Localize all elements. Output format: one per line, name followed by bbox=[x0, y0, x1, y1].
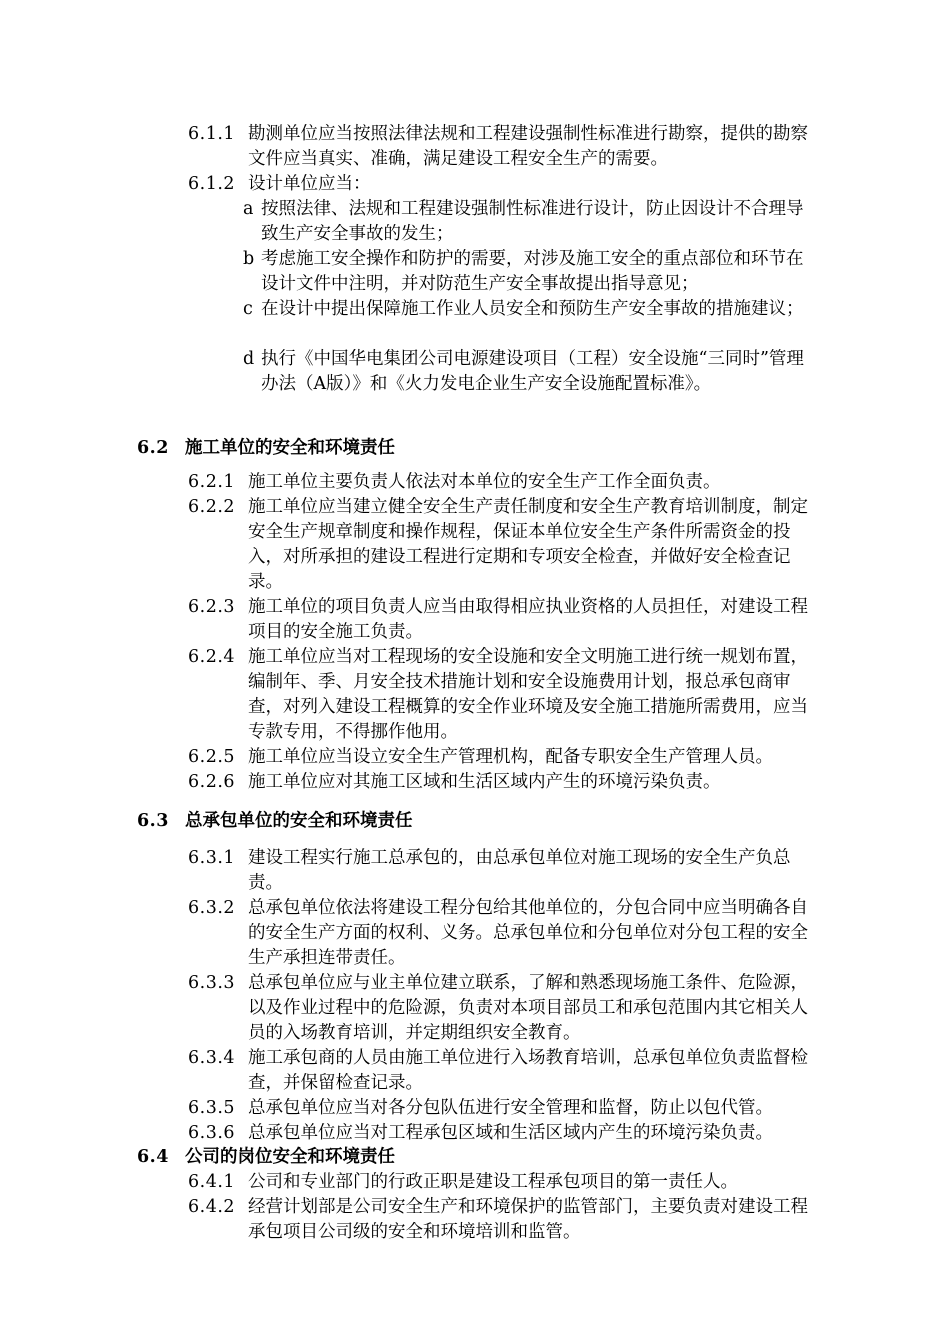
clause-number: 6.3.5 bbox=[188, 1098, 236, 1118]
clause-6-3-6 bbox=[188, 1121, 828, 1146]
clause-text: 总承包单位应当对各分包队伍进行安全管理和监督，防止以包代管。 bbox=[248, 1098, 773, 1118]
clause-number: 6.1.1 bbox=[188, 124, 236, 144]
clause-number: 6.1.2 bbox=[188, 174, 236, 194]
clause-number: 6.4.1 bbox=[188, 1172, 236, 1192]
clause-text: 建设工程实行施工总承包的，由总承包单位对施工现场的安全生产负总责。 bbox=[248, 848, 791, 893]
clause-6-1-2 bbox=[188, 172, 818, 197]
clause-text: 勘测单位应当按照法律法规和工程建设强制性标准进行勘察，提供的勘察文件应当真实、准确，满足建设工程安全生产的需要。 bbox=[248, 124, 808, 169]
clause-6-2-4 bbox=[188, 645, 818, 745]
clause-text: 总承包单位应当对工程承包区域和生活区域内产生的环境污染负责。 bbox=[248, 1123, 773, 1143]
clause-number: 6.4.2 bbox=[188, 1197, 236, 1217]
clause-text: 施工单位应当对工程现场的安全设施和安全文明施工进行统一规划布置，编制年、季、月安全技术措施计划和安全设施费用计划，报总承包商审查，对列入建设工程概算的安全作业环境及安全施工措施所需费用，应当专款专用，不得挪作他用。 bbox=[248, 647, 808, 742]
sub-item-text: 按照法律、法规和工程建设强制性标准进行设计，防止因设计不合理导致生产安全事故的发生； bbox=[261, 199, 804, 244]
clause-6-2-5 bbox=[188, 745, 828, 770]
clause-text: 施工承包商的人员由施工单位进行入场教育培训，总承包单位负责监督检查，并保留检查记录。 bbox=[248, 1048, 808, 1093]
sub-item-text: 在设计中提出保障施工作业人员安全和预防生产安全事故的措施建议； bbox=[261, 299, 804, 319]
section-heading-6-2 bbox=[137, 436, 395, 461]
clause-6-3-3 bbox=[188, 971, 818, 1046]
clause-number: 6.2.4 bbox=[188, 647, 236, 667]
clause-text: 施工单位应对其施工区域和生活区域内产生的环境污染负责。 bbox=[248, 772, 721, 792]
clause-number: 6.3.6 bbox=[188, 1123, 236, 1143]
section-title: 公司的岗位安全和环境责任 bbox=[185, 1147, 395, 1167]
clause-text: 施工单位的项目负责人应当由取得相应执业资格的人员担任，对建设工程项目的安全施工负责。 bbox=[248, 597, 808, 642]
clause-6-4-1 bbox=[188, 1170, 818, 1195]
sub-item-c bbox=[243, 297, 813, 322]
clause-number: 6.2.1 bbox=[188, 472, 236, 492]
clause-text: 经营计划部是公司安全生产和环境保护的监管部门，主要负责对建设工程承包项目公司级的安全和环境培训和监管。 bbox=[248, 1197, 808, 1242]
clause-number: 6.2.3 bbox=[188, 597, 236, 617]
clause-6-3-1 bbox=[188, 846, 818, 896]
section-number: 6.2 bbox=[137, 438, 169, 458]
sub-item-a bbox=[243, 197, 813, 247]
clause-6-1-1 bbox=[188, 122, 818, 172]
clause-text: 施工单位主要负责人依法对本单位的安全生产工作全面负责。 bbox=[248, 472, 721, 492]
section-title: 施工单位的安全和环境责任 bbox=[185, 438, 395, 458]
section-number: 6.4 bbox=[137, 1147, 169, 1167]
section-number: 6.3 bbox=[137, 811, 169, 831]
clause-text: 施工单位应当设立安全生产管理机构，配备专职安全生产管理人员。 bbox=[248, 747, 773, 767]
sub-item-letter: b bbox=[243, 249, 255, 269]
clause-number: 6.3.3 bbox=[188, 973, 236, 993]
sub-item-b bbox=[243, 247, 813, 297]
section-heading-6-4 bbox=[137, 1145, 395, 1170]
sub-item-letter: a bbox=[243, 199, 254, 219]
sub-item-text: 执行《中国华电集团公司电源建设项目（工程）安全设施“三同时”管理办法（A版）》和《火力发电企业生产安全设施配置标准》。 bbox=[261, 349, 804, 394]
sub-item-d bbox=[243, 347, 813, 397]
clause-6-2-1 bbox=[188, 470, 818, 495]
sub-item-letter: d bbox=[243, 349, 255, 369]
clause-number: 6.2.5 bbox=[188, 747, 236, 767]
sub-item-letter: c bbox=[243, 299, 254, 319]
clause-number: 6.2.6 bbox=[188, 772, 236, 792]
clause-text: 施工单位应当建立健全安全生产责任制度和安全生产教育培训制度，制定安全生产规章制度和操作规程，保证本单位安全生产条件所需资金的投入，对所承担的建设工程进行定期和专项安全检查，并做好安全检查记录。 bbox=[248, 497, 808, 592]
clause-text: 总承包单位依法将建设工程分包给其他单位的，分包合同中应当明确各自的安全生产方面的权利、义务。总承包单位和分包单位对分包工程的安全生产承担连带责任。 bbox=[248, 898, 808, 968]
clause-6-2-2 bbox=[188, 495, 818, 595]
clause-text: 公司和专业部门的行政正职是建设工程承包项目的第一责任人。 bbox=[248, 1172, 738, 1192]
section-title: 总承包单位的安全和环境责任 bbox=[185, 811, 413, 831]
clause-6-3-4 bbox=[188, 1046, 818, 1096]
sub-item-text: 考虑施工安全操作和防护的需要，对涉及施工安全的重点部位和环节在设计文件中注明，并对防范生产安全事故提出指导意见； bbox=[261, 249, 804, 294]
clause-6-3-2 bbox=[188, 896, 818, 971]
clause-6-4-2 bbox=[188, 1195, 818, 1245]
clause-number: 6.2.2 bbox=[188, 497, 236, 517]
section-heading-6-3 bbox=[137, 809, 413, 834]
clause-number: 6.3.1 bbox=[188, 848, 236, 868]
clause-6-2-6 bbox=[188, 770, 818, 795]
clause-6-2-3 bbox=[188, 595, 818, 645]
clause-text: 设计单位应当： bbox=[248, 174, 371, 194]
clause-6-3-5 bbox=[188, 1096, 828, 1121]
clause-number: 6.3.2 bbox=[188, 898, 236, 918]
clause-number: 6.3.4 bbox=[188, 1048, 236, 1068]
clause-text: 总承包单位应与业主单位建立联系，了解和熟悉现场施工条件、危险源，以及作业过程中的危险源，负责对本项目部员工和承包范围内其它相关人员的入场教育培训，并定期组织安全教育。 bbox=[248, 973, 808, 1043]
